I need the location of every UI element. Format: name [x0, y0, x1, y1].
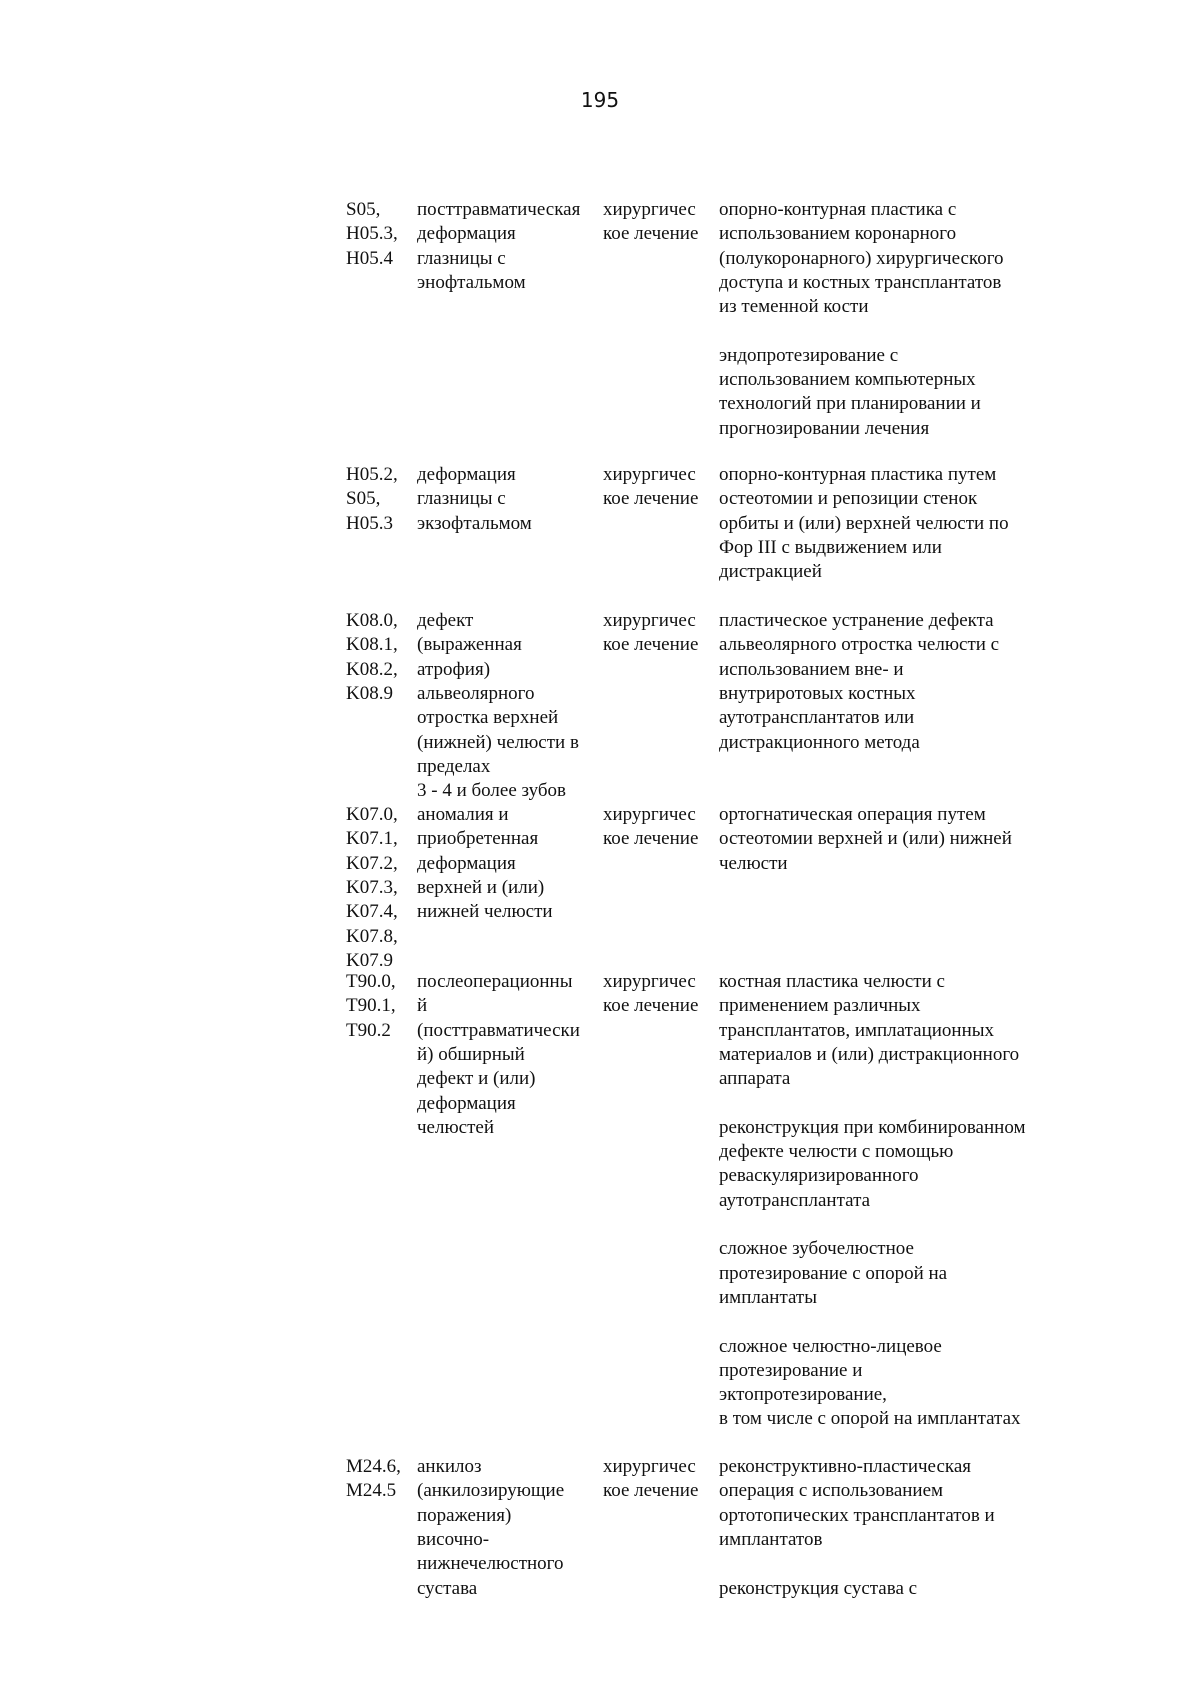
- treatment-type: кое лечение: [603, 223, 699, 245]
- diagnosis-text: нижней челюсти: [417, 901, 553, 923]
- diagnosis-text: (посттравматически: [417, 1019, 580, 1041]
- treatment-method: эндопротезирование с: [719, 344, 899, 366]
- treatment-method: в том числе с опорой на имплантатах: [719, 1408, 1021, 1430]
- diagnosis-code: H05.4: [346, 247, 393, 269]
- treatment-method: остеотомии верхней и (или) нижней: [719, 828, 1012, 850]
- treatment-method: имплантатов: [719, 1528, 823, 1550]
- diagnosis-text: энофтальмом: [417, 271, 526, 293]
- diagnosis-text: (анкилозирующие: [417, 1480, 565, 1502]
- treatment-method: аутотрансплантата: [719, 1189, 871, 1211]
- treatment-method: аутотрансплантатов или: [719, 707, 915, 729]
- page-number: 195: [580, 88, 620, 112]
- treatment-method: прогнозировании лечения: [719, 417, 930, 439]
- diagnosis-text: глазницы с: [417, 247, 506, 269]
- treatment-method: альвеолярного отростка челюсти с: [719, 634, 1000, 656]
- diagnosis-code: K08.2,: [346, 658, 398, 680]
- diagnosis-code: S05,: [346, 199, 381, 220]
- treatment-method: пластическое устранение дефекта: [719, 610, 994, 631]
- diagnosis-code: K07.1,: [346, 828, 398, 850]
- treatment-type: хирургичес: [603, 199, 696, 220]
- treatment-type: кое лечение: [603, 828, 699, 850]
- treatment-method: технологий при планировании и: [719, 393, 981, 415]
- diagnosis-code: K07.0,: [346, 804, 398, 825]
- diagnosis-text: пределах: [417, 755, 491, 777]
- treatment-method: ортогнатическая операция путем: [719, 804, 986, 825]
- treatment-method: дистракционного метода: [719, 731, 920, 753]
- treatment-type: кое лечение: [603, 488, 699, 510]
- diagnosis-text: глазницы с: [417, 488, 506, 510]
- treatment-method: дефекте челюсти с помощью: [719, 1141, 954, 1163]
- diagnosis-code: T90.0,: [346, 971, 396, 992]
- treatment-type: хирургичес: [603, 971, 696, 992]
- diagnosis-text: посттравматическая: [417, 199, 581, 220]
- treatment-method: ортотопических трансплантатов и: [719, 1504, 995, 1526]
- diagnosis-text: деформация: [417, 1092, 516, 1114]
- treatment-type: кое лечение: [603, 634, 699, 656]
- treatment-method: эктопротезирование,: [719, 1384, 887, 1406]
- diagnosis-code: M24.5: [346, 1480, 397, 1502]
- diagnosis-text: (нижней) челюсти в: [417, 731, 579, 753]
- treatment-method: использованием вне- и: [719, 658, 904, 680]
- diagnosis-code: T90.2: [346, 1019, 391, 1041]
- treatment-type: хирургичес: [603, 610, 696, 631]
- diagnosis-text: й: [417, 995, 428, 1017]
- diagnosis-text: деформация: [417, 223, 516, 245]
- diagnosis-text: поражения): [417, 1504, 512, 1526]
- diagnosis-code: K07.8,: [346, 925, 398, 947]
- treatment-method: аппарата: [719, 1068, 791, 1090]
- diagnosis-code: H05.3,: [346, 223, 398, 245]
- diagnosis-text: послеоперационны: [417, 971, 573, 992]
- diagnosis-text: аномалия и: [417, 804, 509, 825]
- diagnosis-code: K08.9: [346, 682, 393, 704]
- diagnosis-code: K07.4,: [346, 901, 398, 923]
- diagnosis-text: деформация: [417, 852, 516, 874]
- diagnosis-code: K07.3,: [346, 876, 398, 898]
- diagnosis-text: атрофия): [417, 658, 491, 680]
- treatment-method: использованием компьютерных: [719, 369, 976, 391]
- treatment-type: кое лечение: [603, 995, 699, 1017]
- diagnosis-text: (выраженная: [417, 634, 522, 656]
- treatment-method: орбиты и (или) верхней челюсти по: [719, 512, 1009, 534]
- treatment-method: имплантаты: [719, 1286, 817, 1308]
- diagnosis-text: приобретенная: [417, 828, 539, 850]
- diagnosis-code: H05.3: [346, 512, 393, 534]
- diagnosis-code: K07.2,: [346, 852, 398, 874]
- treatment-method: костная пластика челюсти с: [719, 971, 945, 992]
- diagnosis-code: H05.2,: [346, 464, 398, 485]
- treatment-method: реваскуляризированного: [719, 1165, 919, 1187]
- diagnosis-text: альвеолярного: [417, 682, 535, 704]
- treatment-method: применением различных: [719, 995, 921, 1017]
- treatment-method: протезирование с опорой на: [719, 1262, 948, 1284]
- diagnosis-text: височно-: [417, 1528, 490, 1550]
- treatment-method: опорно-контурная пластика путем: [719, 464, 997, 485]
- diagnosis-text: й) обширный: [417, 1043, 525, 1065]
- treatment-type: кое лечение: [603, 1480, 699, 1502]
- treatment-method: сложное челюстно-лицевое: [719, 1335, 942, 1357]
- diagnosis-code: S05,: [346, 488, 381, 510]
- treatment-method: использованием коронарного: [719, 223, 957, 245]
- diagnosis-text: верхней и (или): [417, 876, 545, 898]
- treatment-method: операция с использованием: [719, 1480, 944, 1502]
- treatment-method: реконструкция при комбинированном: [719, 1116, 1026, 1138]
- diagnosis-text: экзофтальмом: [417, 512, 532, 534]
- diagnosis-text: 3 - 4 и более зубов: [417, 780, 567, 802]
- diagnosis-code: M24.6,: [346, 1456, 401, 1477]
- treatment-method: материалов и (или) дистракционного: [719, 1043, 1020, 1065]
- treatment-method: опорно-контурная пластика с: [719, 199, 957, 220]
- treatment-method: трансплантатов, имплатационных: [719, 1019, 995, 1041]
- treatment-method: внутриротовых костных: [719, 682, 916, 704]
- treatment-method: реконструкция сустава с: [719, 1577, 918, 1599]
- diagnosis-text: анкилоз: [417, 1456, 482, 1477]
- diagnosis-text: дефект: [417, 610, 474, 631]
- treatment-method: (полукоронарного) хирургического: [719, 247, 1004, 269]
- diagnosis-text: нижнечелюстного: [417, 1553, 564, 1575]
- treatment-method: дистракцией: [719, 561, 822, 583]
- diagnosis-code: T90.1,: [346, 995, 396, 1017]
- treatment-method: протезирование и: [719, 1359, 863, 1381]
- diagnosis-text: отростка верхней: [417, 707, 559, 729]
- diagnosis-text: челюстей: [417, 1116, 495, 1138]
- treatment-method: сложное зубочелюстное: [719, 1238, 914, 1260]
- treatment-method: челюсти: [719, 852, 788, 874]
- diagnosis-code: K07.9: [346, 949, 393, 971]
- diagnosis-text: деформация: [417, 464, 516, 485]
- diagnosis-text: дефект и (или): [417, 1068, 536, 1090]
- diagnosis-code: K08.0,: [346, 610, 398, 631]
- treatment-method: остеотомии и репозиции стенок: [719, 488, 978, 510]
- diagnosis-text: сустава: [417, 1577, 478, 1599]
- treatment-type: хирургичес: [603, 1456, 696, 1477]
- treatment-method: из теменной кости: [719, 296, 869, 318]
- treatment-method: Фор III с выдвижением или: [719, 536, 942, 558]
- treatment-method: реконструктивно-пластическая: [719, 1456, 972, 1477]
- treatment-type: хирургичес: [603, 464, 696, 485]
- treatment-method: доступа и костных трансплантатов: [719, 271, 1002, 293]
- diagnosis-code: K08.1,: [346, 634, 398, 656]
- treatment-type: хирургичес: [603, 804, 696, 825]
